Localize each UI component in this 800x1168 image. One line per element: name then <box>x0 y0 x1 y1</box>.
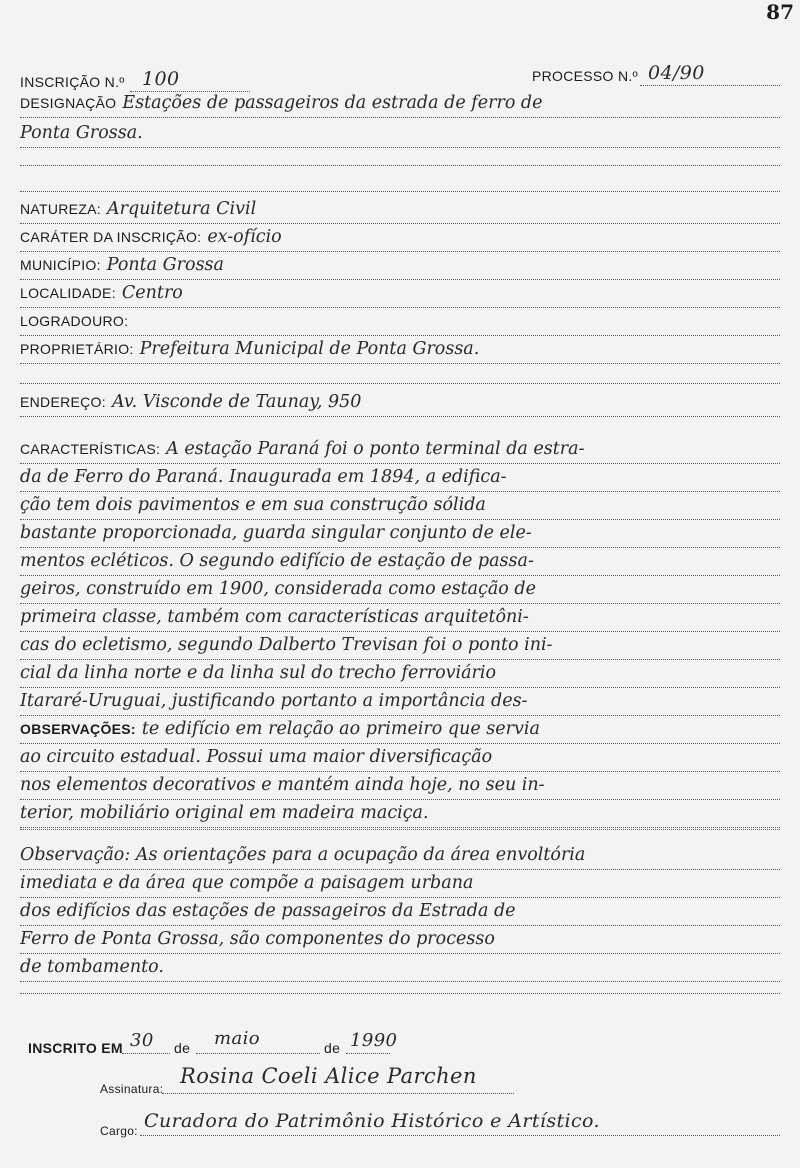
caracteristicas-line <box>20 658 780 688</box>
observacao-final-text: imediata e da área que compõe a paisagem urbana <box>20 873 474 893</box>
page-number: 87 <box>766 0 794 24</box>
endereco-label: ENDEREÇO: <box>20 394 106 410</box>
observacao-final-line <box>20 896 780 926</box>
proprietario-label: PROPRIETÁRIO: <box>20 341 134 357</box>
caracteristicas-line <box>20 686 780 716</box>
assinatura-line <box>162 1092 514 1094</box>
observacao-final-line <box>20 840 780 870</box>
designacao-line-2 <box>20 118 780 148</box>
endereco-row <box>20 387 780 417</box>
inscricao-value: 100 <box>142 68 180 90</box>
observacoes-text: nos elementos decorativos e mantém ainda hoje, no seu in- <box>20 775 545 795</box>
caracteristicas-text: Itararé-Uruguai, justificando portanto a importância des- <box>20 691 528 711</box>
caracteristicas-line <box>20 518 780 548</box>
caracteristicas-label: CARACTERÍSTICAS: <box>20 441 161 457</box>
blank-line <box>20 190 780 192</box>
municipio-row <box>20 250 780 280</box>
observacoes-line-1 <box>20 714 780 744</box>
observacao-final-text: dos edifícios das estações de passageiros da Estrada de <box>20 901 516 921</box>
caracteristicas-line <box>20 630 780 660</box>
localidade-row <box>20 278 780 308</box>
designacao-line-1 <box>20 88 780 118</box>
municipio-label: MUNICÍPIO: <box>20 257 101 273</box>
signature: Rosina Coeli Alice Parchen <box>180 1064 477 1088</box>
inscricao-label: INSCRIÇÃO N.º <box>20 74 125 90</box>
localidade-value: Centro <box>121 283 183 303</box>
cargo-value: Curadora do Patrimônio Histórico e Artístico. <box>144 1110 600 1132</box>
caracteristicas-text: geiros, construído em 1900, considerada como estação de <box>20 579 536 599</box>
blank-line <box>20 382 780 384</box>
observacao-final-line <box>20 868 780 898</box>
caracteristicas-line <box>20 602 780 632</box>
observacoes-line <box>20 798 780 828</box>
cargo-label: Cargo: <box>100 1124 138 1138</box>
observacao-final-text: de tombamento. <box>20 957 164 977</box>
observacoes-line <box>20 770 780 800</box>
inscrito-month: maio <box>214 1028 260 1049</box>
blank-line <box>20 828 780 830</box>
carater-row <box>20 222 780 252</box>
caracteristicas-text: cial da linha norte e da linha sul do trecho ferroviário <box>20 663 497 683</box>
observacoes-label: OBSERVAÇÕES: <box>20 721 136 737</box>
observacao-final-line <box>20 924 780 954</box>
inscrito-label: INSCRITO EM <box>28 1040 123 1056</box>
endereco-value: Av. Visconde de Taunay, 950 <box>111 392 362 412</box>
observacoes-text: te edifício em relação ao primeiro que servia <box>141 719 540 739</box>
observacoes-text: terior, mobiliário original em madeira maciça. <box>20 803 429 823</box>
processo-label: PROCESSO N.º <box>532 68 638 84</box>
natureza-value: Arquitetura Civil <box>107 199 257 219</box>
municipio-value: Ponta Grossa <box>106 255 224 275</box>
inscrito-day-line <box>122 1052 170 1054</box>
natureza-row <box>20 194 780 224</box>
natureza-label: NATUREZA: <box>20 201 101 217</box>
proprietario-value: Prefeitura Municipal de Ponta Grossa. <box>139 339 480 359</box>
blank-line <box>20 164 780 166</box>
observacoes-text: ao circuito estadual. Possui uma maior diversificação <box>20 747 493 767</box>
caracteristicas-line <box>20 574 780 604</box>
processo-line <box>640 84 780 86</box>
caracteristicas-text: cas do ecletismo, segundo Dalberto Trevisan foi o ponto ini- <box>20 635 553 655</box>
inscrito-year-line <box>346 1052 390 1054</box>
inscrito-de-1: de <box>174 1040 191 1056</box>
caracteristicas-text: primeira classe, também com características arquitetôni- <box>20 607 529 627</box>
localidade-label: LOCALIDADE: <box>20 285 116 301</box>
inscrito-de-2: de <box>324 1040 341 1056</box>
caracteristicas-text: mentos ecléticos. O segundo edifício de estação de passa- <box>20 551 534 571</box>
caracteristicas-line-1 <box>20 434 780 464</box>
logradouro-row <box>20 306 780 336</box>
inscrito-year: 1990 <box>350 1030 398 1051</box>
caracteristicas-line <box>20 490 780 520</box>
observacao-final-text: Ferro de Ponta Grossa, são componentes do processo <box>20 929 495 949</box>
caracteristicas-text: A estação Paraná foi o ponto terminal da estra- <box>166 439 585 459</box>
proprietario-row <box>20 334 780 364</box>
cargo-line <box>140 1134 780 1136</box>
caracteristicas-line <box>20 546 780 576</box>
inscrito-day: 30 <box>130 1030 154 1051</box>
carater-label: CARÁTER DA INSCRIÇÃO: <box>20 229 202 245</box>
caracteristicas-text: ção tem dois pavimentos e em sua construção sólida <box>20 495 486 515</box>
observacao-final-text: Observação: As orientações para a ocupação da área envoltória <box>20 845 586 865</box>
observacao-final-line <box>20 952 780 982</box>
designacao-label: DESIGNAÇÃO <box>20 95 117 111</box>
caracteristicas-text: da de Ferro do Paraná. Inaugurada em 1894, a edifica- <box>20 467 507 487</box>
logradouro-label: LOGRADOURO: <box>20 313 129 329</box>
caracteristicas-line <box>20 462 780 492</box>
inscrito-month-line <box>196 1052 320 1054</box>
designacao-value-1: Estações de passageiros da estrada de ferro de <box>122 93 543 113</box>
processo-value: 04/90 <box>648 62 705 84</box>
blank-line <box>20 992 780 994</box>
observacoes-line <box>20 742 780 772</box>
caracteristicas-text: bastante proporcionada, guarda singular conjunto de ele- <box>20 523 532 543</box>
designacao-value-2: Ponta Grossa. <box>20 123 143 143</box>
carater-value: ex-ofício <box>207 227 282 247</box>
assinatura-label: Assinatura: <box>100 1082 164 1096</box>
